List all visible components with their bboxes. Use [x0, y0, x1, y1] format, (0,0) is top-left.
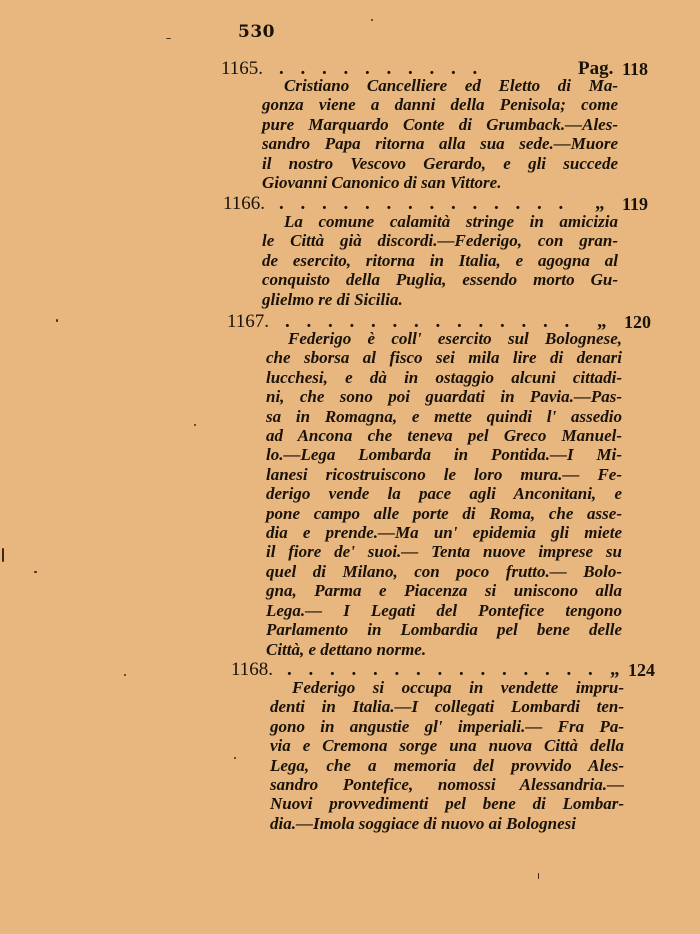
page-ref-label: „ — [595, 193, 605, 214]
page-ref-label: „ — [610, 659, 620, 680]
summary-line: Giovanni Canonico di san Vittore. — [262, 173, 502, 193]
summary-line: gono in angustie gl' imperiali.— Fra Pa- — [270, 716, 624, 736]
page-ref-number: 119 — [622, 194, 649, 214]
summary-line: de esercito, ritorna in Italia, e agogna al — [262, 250, 618, 270]
paper-speck — [124, 674, 126, 676]
summary-line: sandro Papa ritorna alla sua sede.—Muore — [262, 134, 618, 154]
summary-line: Lega, che a memoria del provvido Ales- — [270, 755, 624, 775]
summary-line: Cristiano Cancelliere ed Eletto di Ma- — [284, 76, 618, 95]
summary-line: pone campo alle porte di Roma, che asse- — [266, 503, 622, 523]
summary-line: sandro Pontefice, nomossi Alessandria.— — [270, 775, 624, 795]
entry-year: 1168. — [231, 659, 274, 680]
page-ref-label: „ — [597, 311, 607, 332]
summary-line: le Città già discordi.—Federigo, con gran- — [262, 231, 618, 251]
summary-line: dia e prende.—Ma un' epidemia gli miete — [266, 523, 622, 543]
paper-speck — [538, 873, 539, 879]
summary-line: Lega.— I Legati del Pontefice tengono — [266, 600, 622, 620]
summary-line: sa in Romagna, e mette quindi l' assedio — [266, 406, 622, 426]
summary-line: ad Ancona che teneva pel Greco Manuel- — [266, 426, 622, 446]
entry-summary-1166 — [262, 212, 618, 309]
paper-speck — [194, 424, 196, 426]
summary-line: derigo vende la pace agli Anconitani, e — [266, 484, 622, 504]
entry-summary-1165 — [262, 76, 618, 192]
summary-line: il fiore de' suoi.— Tenta nuove imprese su — [266, 542, 622, 562]
summary-line: ni, che sono poi guardati in Pavia.—Pas- — [266, 387, 622, 407]
paper-speck — [56, 319, 58, 322]
summary-line: lo.—Lega Lombarda in Pontida.—I Mi- — [266, 445, 622, 465]
summary-line: il nostro Vescovo Gerardo, e gli succede — [262, 153, 618, 173]
paper-speck — [166, 38, 171, 39]
summary-line: via e Cremona sorge una nuova Città della — [270, 736, 624, 756]
summary-line: Parlamento in Lombardia pel bene delle — [266, 620, 622, 640]
summary-line: lucchesi, e dà in ostaggio alcuni cittadi- — [266, 367, 622, 387]
page-ref-number: 120 — [624, 312, 651, 332]
entry-summary-1167 — [266, 329, 622, 659]
summary-line: quel di Milano, con poco frutto.— Bolo- — [266, 561, 622, 581]
entry-year: 1166. — [223, 193, 266, 214]
summary-line: Nuovi provvedimenti pel bene di Lombar- — [270, 794, 624, 814]
summary-line: dia.—Imola soggiace di nuovo ai Bolognesi — [270, 813, 577, 833]
entry-year: 1167. — [227, 311, 270, 332]
summary-line: denti in Italia.—I collegati Lombardi ten- — [270, 697, 624, 717]
summary-line: gonza viene a danni della Penisola; come — [262, 95, 618, 115]
paper-speck — [2, 548, 4, 562]
summary-line: glielmo re di Sicilia. — [262, 289, 403, 309]
summary-line: pure Marquardo Conte di Grumback.—Ales- — [262, 114, 618, 134]
summary-line: La comune calamità stringe in amicizia — [284, 212, 618, 231]
page-ref-label: Pag. — [578, 58, 614, 79]
summary-line: lanesi ricostruiscono le loro mura.— Fe- — [266, 464, 622, 484]
summary-line: Federigo è coll' esercito sul Bolognese, — [288, 329, 622, 348]
page-ref-number: 124 — [628, 660, 655, 680]
dot-leader: . . . . . . . . . . . . . . — [285, 311, 576, 332]
summary-line: che sborsa al fisco sei mila lire di denari — [266, 348, 622, 368]
paper-speck — [234, 757, 236, 759]
page-ref-number: 118 — [622, 59, 649, 79]
summary-line: conquisto della Puglia, essendo morto Gu- — [262, 270, 618, 290]
summary-line: gna, Parma e Piacenza si uniscono alla — [266, 581, 622, 601]
paper-speck — [34, 571, 37, 573]
dot-leader: . . . . . . . . . . . . . . . — [287, 659, 599, 680]
page-number: 530 — [238, 22, 275, 42]
summary-line: Città, e dettano norme. — [266, 639, 427, 659]
paper-speck — [371, 19, 373, 21]
dot-leader: . . . . . . . . . . — [279, 58, 484, 79]
summary-line: Federigo si occupa in vendette impru- — [292, 678, 624, 697]
entry-summary-1168 — [270, 678, 624, 833]
entry-year: 1165. — [221, 58, 264, 79]
dot-leader: . . . . . . . . . . . . . . — [279, 193, 570, 214]
